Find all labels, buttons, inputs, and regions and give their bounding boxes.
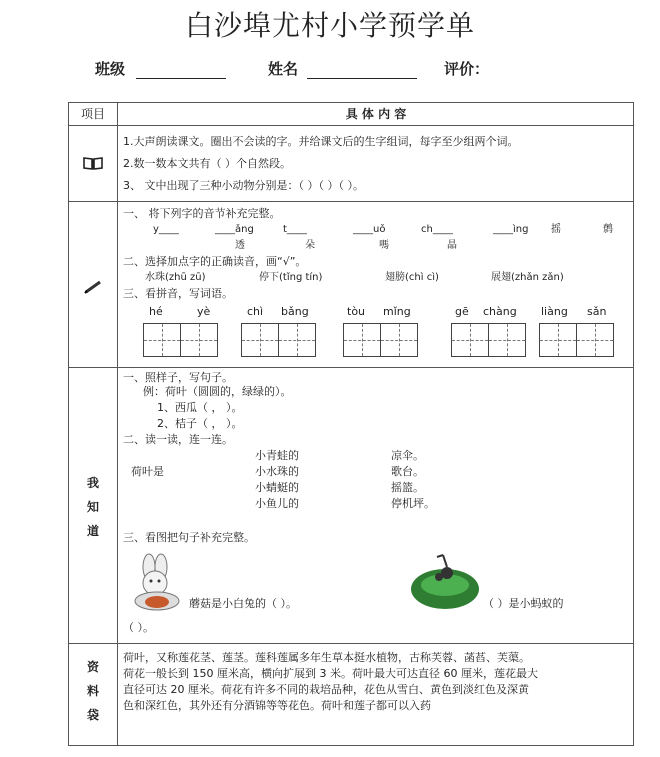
writing-box[interactable] — [143, 323, 181, 357]
reading-choice[interactable]: 水珠(zhū zū) — [145, 272, 206, 283]
row2-section1-title: 一、 将下列字的音节补充完整。 — [123, 207, 281, 220]
row1-q2: 2.数一数本文共有（ ）个自然段。 — [123, 157, 291, 170]
writing-box[interactable] — [488, 323, 526, 357]
row-divider — [69, 643, 633, 644]
word-pinyin: sǎn — [587, 305, 607, 318]
row2-section2-title: 二、选择加点字的正确读音，画“√”。 — [123, 255, 307, 268]
row3-section2-title: 二、读一读，连一连。 — [123, 433, 233, 446]
writing-box[interactable] — [451, 323, 489, 357]
row-divider — [69, 125, 633, 126]
row3-item1[interactable]: 1、西瓜（ ， ）。 — [157, 401, 243, 414]
row4-label: 资 料 袋 — [86, 660, 99, 722]
blank-char: 透 — [235, 240, 245, 251]
word-pinyin: chì — [247, 305, 264, 318]
writing-box[interactable] — [180, 323, 218, 357]
writing-box[interactable] — [539, 323, 577, 357]
match-middle-item[interactable]: 小青蛙的 — [255, 449, 299, 462]
match-left-word: 荷叶是 — [131, 465, 164, 478]
row3-section1-title: 一、照样子，写句子。 — [123, 371, 233, 384]
reading-choice[interactable]: 停下(tǐng tín) — [259, 272, 323, 283]
info-text-line: 荷叶，又称莲花茎、莲茎。莲科莲属多年生草本挺水植物，古称芙蓉、菡萏、芙蕖。 — [123, 651, 530, 664]
pinyin-blank[interactable]: ch____ — [421, 224, 453, 235]
row3-sentence2[interactable]: （ ）是小蚂蚁的 — [483, 597, 564, 610]
word-pinyin: liàng — [541, 305, 568, 318]
word-pinyin: chàng — [483, 305, 517, 318]
header-item: 项目 — [80, 107, 105, 121]
ant-leaf-picture — [407, 549, 483, 613]
writing-box[interactable] — [343, 323, 381, 357]
blank-char: 朵 — [305, 240, 315, 251]
match-middle-item[interactable]: 小蜻蜓的 — [255, 481, 299, 494]
pinyin-char: 鹩 — [603, 224, 613, 235]
word-pinyin: bǎng — [281, 305, 309, 318]
row3-sentence3[interactable]: （ ）。 — [123, 621, 154, 634]
pencil-icon — [83, 279, 103, 293]
class-field — [95, 58, 226, 79]
pinyin-blank[interactable]: t____ — [283, 224, 307, 235]
word-pinyin: mǐng — [383, 305, 411, 318]
reading-choice[interactable]: 展翅(zhǎn zǎn) — [491, 272, 564, 283]
match-middle-item[interactable]: 小水珠的 — [255, 465, 299, 478]
column-divider — [117, 103, 118, 745]
info-text-line: 荷花一般长到 150 厘米高，横向扩展到 3 米。荷叶最大可达直径 60 厘米，莲花最大 — [123, 667, 538, 680]
header-content: 具 体 内 容 — [345, 107, 407, 121]
match-right-item[interactable]: 摇篮。 — [391, 481, 424, 494]
row3-example: 例：荷叶（圆圆的，绿绿的）。 — [143, 385, 292, 398]
row1-q1: 1.大声朗读课文。圈出不会读的字。并给课文后的生字组词，每字至少组两个词。 — [123, 135, 519, 148]
blank-char: 嗎 — [379, 240, 389, 251]
writing-box[interactable] — [380, 323, 418, 357]
info-text-line: 直径可达 20 厘米。荷花有许多不同的栽培品种，花色从雪白、黄色到淡红色及深黄 — [123, 683, 529, 696]
match-right-item[interactable]: 凉伞。 — [391, 449, 424, 462]
name-blank[interactable] — [307, 62, 417, 79]
reading-choice[interactable]: 翅膀(chì cì) — [385, 272, 439, 283]
book-icon — [83, 155, 103, 169]
writing-box[interactable] — [576, 323, 614, 357]
rating-label: 评价： — [444, 60, 490, 78]
match-right-item[interactable]: 歌台。 — [391, 465, 424, 478]
pinyin-blank[interactable]: ____uǒ — [353, 224, 386, 235]
rabbit-mushroom-picture — [123, 553, 187, 613]
row2-section3-title: 三、看拼音，写词语。 — [123, 287, 233, 300]
word-pinyin: hé — [149, 305, 163, 318]
row3-item2[interactable]: 2、桔子（ ， ）。 — [157, 417, 243, 430]
page-title: 白沙埠尤村小学预学单 — [184, 9, 475, 42]
worksheet-table — [68, 102, 634, 746]
blank-char: 晶 — [447, 240, 457, 251]
row3-sentence1[interactable]: 蘑菇是小白兔的（ ）。 — [189, 597, 297, 610]
row3-label: 我 知 道 — [86, 476, 99, 538]
info-text-line: 色和深红色，其外还有分酒锦等等花色。荷叶和莲子都可以入药 — [123, 699, 431, 712]
writing-box[interactable] — [241, 323, 279, 357]
pinyin-char: 摇 — [551, 224, 561, 235]
word-pinyin: gē — [455, 305, 469, 318]
pinyin-blank[interactable]: ____ǎng — [215, 224, 254, 235]
class-label: 班级 — [95, 60, 126, 78]
word-pinyin: tòu — [347, 305, 366, 318]
writing-box[interactable] — [278, 323, 316, 357]
name-field — [268, 58, 417, 79]
word-pinyin: yè — [197, 305, 211, 318]
class-blank[interactable] — [136, 62, 226, 79]
row-divider — [69, 201, 633, 202]
pinyin-blank[interactable]: y____ — [153, 224, 179, 235]
row1-q3: 3、 文中出现了三种小动物分别是：（ ）（ ）（ ）。 — [123, 179, 364, 192]
row3-section3-title: 三、看图把句子补充完整。 — [123, 531, 255, 544]
match-middle-item[interactable]: 小鱼儿的 — [255, 497, 299, 510]
match-right-item[interactable]: 停机坪。 — [391, 497, 435, 510]
pinyin-blank[interactable]: ____ìng — [493, 224, 529, 235]
row-divider — [69, 367, 633, 368]
name-label: 姓名 — [268, 60, 299, 78]
